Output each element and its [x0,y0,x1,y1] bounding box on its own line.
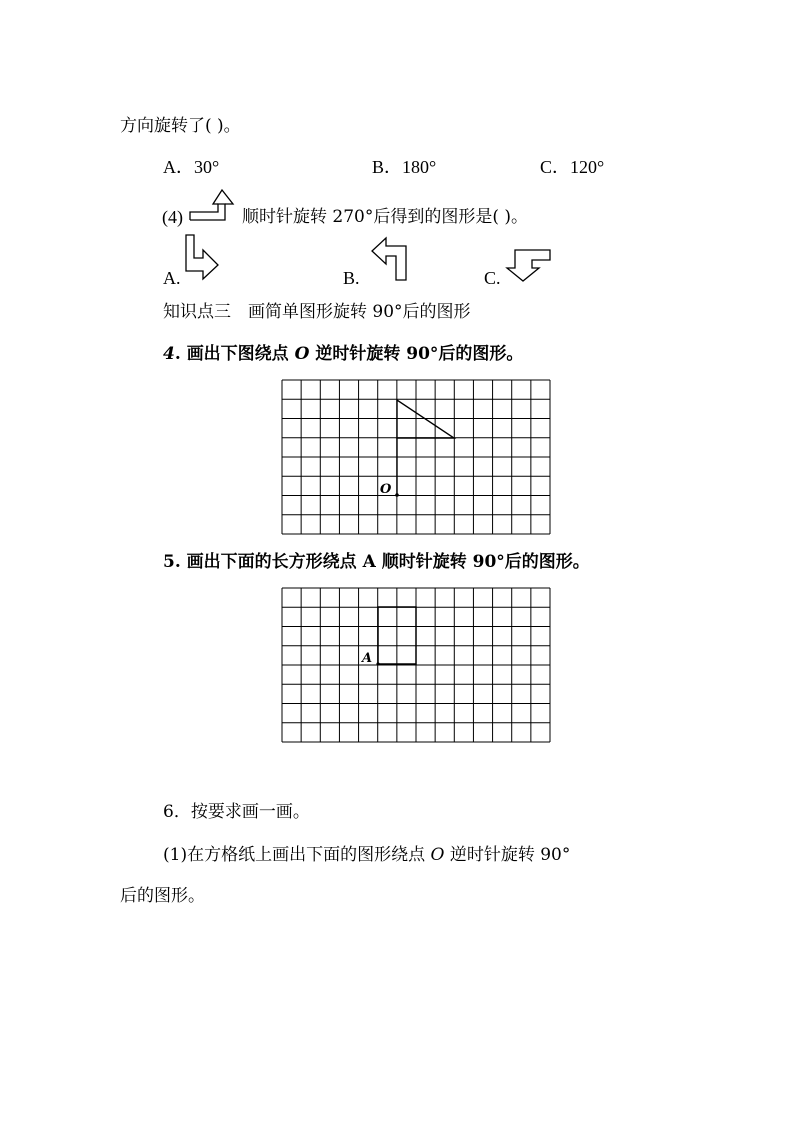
problem4-label-o: O [380,482,392,497]
problem4-number: 4 [163,344,175,364]
q4-option-b-label: B. [343,268,360,288]
q4-option-b-arrow [370,234,410,282]
problem4-grid [282,380,550,534]
point-o [395,493,399,497]
q4-text: 顺时针旋转 270°后得到的图形是( )。 [242,207,529,227]
q3-option-b: B．180° [372,157,437,177]
q4-option-a-arrow [184,233,222,281]
problem6-sub1-line1 [163,845,570,865]
q3-option-a: A．30° [163,157,220,177]
q3-tail-text: 方向旋转了( )。 [120,116,241,136]
problem6-title: 6．按要求画一画。 [163,802,310,822]
problem4-text-a: 画出下图绕点 [186,344,295,364]
problem6-sub1-line2: 后的图形。 [120,886,205,906]
problem6-sub-b: 逆时针旋转 90° [444,845,571,865]
problem5-grid [282,588,550,742]
q3-option-c: C．120° [540,157,605,177]
problem4-text-b: 逆时针旋转 90°后的图形。 [309,344,524,364]
section3-title: 知识点三 画简单图形旋转 90°后的图形 [163,302,471,322]
problem6-sub-a: (1)在方格纸上画出下面的图形绕点 [163,845,431,865]
problem4-sep: . [174,344,181,364]
q4-arrow-figure [188,188,238,224]
q4-option-c-arrow [503,248,553,284]
problem5-text: 5. 画出下面的长方形绕点 A 顺时针旋转 90°后的图形。 [163,552,590,572]
problem4-point: O [294,344,310,364]
problem4-text [163,344,523,364]
q4-option-c-label: C. [484,268,501,288]
point-a [376,662,379,665]
problem6-point: O [430,845,445,865]
q4-number: (4) [162,207,183,227]
problem5-label-a: A [362,651,373,666]
q4-option-a-label: A. [163,268,181,288]
